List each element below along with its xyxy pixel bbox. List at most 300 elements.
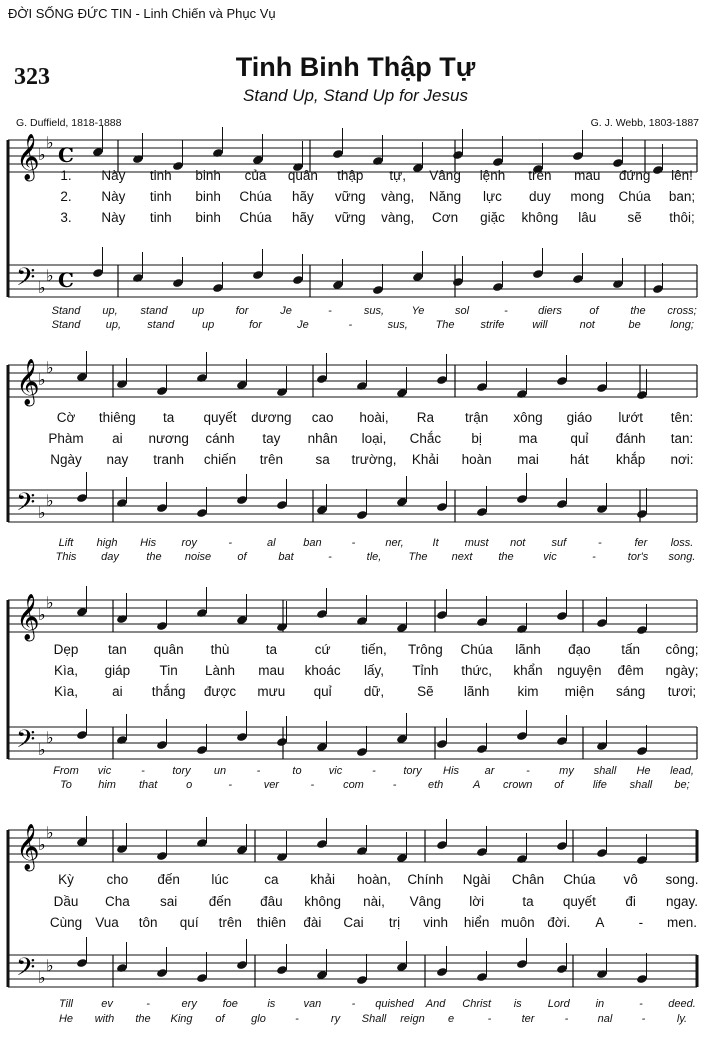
lyric-syllable: to bbox=[292, 765, 302, 777]
lyric-syllable: lệnh bbox=[479, 168, 506, 183]
lyric-syllable: - bbox=[228, 779, 233, 791]
lyric-syllable: Chúa bbox=[618, 189, 651, 204]
lyric-syllable: loss. bbox=[670, 537, 694, 549]
lyric-syllable: ry bbox=[330, 1013, 341, 1025]
lyric-syllable: - bbox=[228, 537, 233, 549]
lyric-syllable: nguyện bbox=[557, 663, 602, 678]
lyric-syllable: Christ bbox=[462, 998, 492, 1010]
lyric-syllable: vững bbox=[334, 189, 366, 204]
lyric-syllable: quân bbox=[153, 642, 184, 657]
english-verse-1 bbox=[0, 305, 711, 319]
lyric-syllable: cánh bbox=[205, 431, 235, 446]
lyric-syllable: cứ bbox=[314, 642, 331, 657]
lyric-syllable: đứng bbox=[618, 168, 651, 183]
lyric-syllable: The bbox=[408, 551, 428, 563]
lyric-syllable: vô bbox=[623, 872, 638, 887]
lyric-syllable: - bbox=[564, 1013, 569, 1025]
lyric-syllable: - bbox=[256, 765, 261, 777]
lyric-syllable: e bbox=[447, 1013, 455, 1025]
lyric-syllable: His bbox=[443, 765, 459, 777]
treble-clef-icon: 𝄞 bbox=[16, 359, 40, 405]
flat-icon: ♭ bbox=[38, 145, 46, 164]
vietnamese-verse-3 bbox=[0, 452, 711, 472]
lyric-syllable: 3. bbox=[60, 210, 72, 225]
lyric-syllable: khoác bbox=[304, 663, 341, 678]
lyric-syllable: vững bbox=[334, 210, 366, 225]
lyric-syllable: quished bbox=[375, 998, 414, 1010]
lyric-syllable: sai bbox=[160, 894, 178, 909]
flat-icon: ♭ bbox=[38, 968, 46, 987]
lyric-syllable: tinh bbox=[149, 168, 172, 183]
lyric-syllable: Vâng bbox=[429, 168, 461, 183]
lyric-syllable: đi bbox=[625, 894, 636, 909]
lyric-syllable: lead, bbox=[670, 765, 694, 777]
lyric-syllable: sẽ bbox=[627, 210, 642, 225]
lyric-syllable: Cùng bbox=[49, 915, 83, 930]
lyric-syllable: ta bbox=[522, 894, 534, 909]
lyric-syllable: up, bbox=[105, 319, 122, 331]
lyric-syllable: vic bbox=[328, 765, 343, 777]
lyric-syllable: trên bbox=[259, 452, 283, 467]
treble-clef-icon: 𝄞 bbox=[16, 594, 40, 640]
lyric-syllable: đâu bbox=[260, 894, 283, 909]
lyric-syllable: 1. bbox=[60, 168, 72, 183]
lyric-syllable: quyết bbox=[562, 894, 596, 909]
bass-clef-icon: 𝄢 bbox=[16, 725, 36, 760]
flat-icon: ♭ bbox=[38, 740, 46, 759]
lyric-syllable: ly. bbox=[676, 1013, 688, 1025]
vietnamese-verse-3 bbox=[0, 684, 711, 704]
lyric-syllable: nay bbox=[106, 452, 129, 467]
lyric-syllable: tiến, bbox=[361, 642, 387, 657]
lyric-syllable: - bbox=[351, 537, 356, 549]
english-verse-1 bbox=[0, 765, 711, 779]
lyric-syllable: trên bbox=[528, 168, 552, 183]
lyric-syllable: Tin bbox=[159, 663, 178, 678]
bass-clef-icon: 𝄢 bbox=[16, 953, 36, 988]
lyric-syllable: trị bbox=[388, 915, 401, 930]
flat-icon: ♭ bbox=[38, 503, 46, 522]
hymn-title: Tinh Binh Thập Tự bbox=[235, 52, 476, 82]
lyric-syllable: quỉ bbox=[313, 684, 332, 699]
lyric-syllable: strife bbox=[480, 319, 505, 331]
lyric-syllable: Lành bbox=[204, 663, 236, 678]
english-verse-2 bbox=[0, 779, 711, 793]
lyric-syllable: giáo bbox=[566, 410, 593, 425]
lyric-syllable: lực bbox=[483, 189, 502, 204]
lyric-syllable: binh bbox=[195, 210, 221, 225]
lyric-syllable: - bbox=[641, 1013, 646, 1025]
lyric-syllable: hãy bbox=[292, 189, 314, 204]
lyric-syllable: khắp bbox=[616, 452, 646, 467]
lyric-syllable: muôn bbox=[500, 915, 535, 930]
lyric-syllable: It bbox=[432, 537, 439, 549]
lyric-syllable: binh bbox=[195, 168, 221, 183]
lyric-syllable: shall bbox=[629, 779, 653, 791]
lyric-syllable: for bbox=[235, 305, 249, 317]
composer-credit: G. J. Webb, 1803-1887 bbox=[590, 117, 699, 129]
lyric-syllable: ngày; bbox=[665, 663, 699, 678]
lyric-syllable: sol bbox=[454, 305, 470, 317]
lyric-syllable: lãnh bbox=[463, 684, 490, 699]
lyric-syllable: ery bbox=[181, 998, 197, 1010]
lyric-syllable: suf bbox=[551, 537, 567, 549]
lyric-syllable: the bbox=[630, 305, 646, 317]
lyric-syllable: bat bbox=[278, 551, 294, 563]
lyric-syllable: 2. bbox=[60, 189, 72, 204]
lyric-syllable: quỉ bbox=[570, 431, 589, 446]
bass-clef-icon: 𝄢 bbox=[16, 263, 36, 298]
lyric-syllable: lúc bbox=[211, 872, 229, 887]
flat-icon: ♭ bbox=[38, 278, 46, 297]
lyric-syllable: ai bbox=[112, 684, 123, 699]
lyric-syllable: the bbox=[135, 1013, 151, 1025]
lyric-syllable: ban; bbox=[668, 189, 696, 204]
lyric-syllable: Chúa bbox=[239, 210, 272, 225]
lyric-syllable: song. bbox=[665, 872, 699, 887]
lyric-syllable: - bbox=[487, 1013, 492, 1025]
lyric-syllable: - bbox=[295, 1013, 299, 1025]
lyric-syllable: Ngài bbox=[462, 872, 491, 887]
flat-icon: ♭ bbox=[46, 266, 54, 285]
lyric-syllable: mau bbox=[258, 663, 285, 678]
lyric-syllable: - bbox=[592, 551, 596, 563]
lyric-syllable: vic bbox=[97, 765, 112, 777]
lyric-syllable: mưu bbox=[257, 684, 286, 699]
flat-icon: ♭ bbox=[46, 358, 54, 377]
lyric-syllable: will bbox=[532, 319, 548, 331]
lyric-syllable: Kìa, bbox=[53, 684, 79, 699]
lyric-syllable: nương bbox=[148, 431, 189, 446]
lyric-syllable: thôi; bbox=[669, 210, 695, 225]
common-time-icon: C bbox=[58, 268, 74, 292]
lyric-syllable: my bbox=[559, 765, 574, 777]
lyric-syllable: - bbox=[526, 765, 530, 777]
lyric-syllable: tan bbox=[107, 642, 127, 657]
english-verse-2 bbox=[0, 1013, 711, 1027]
lyric-syllable: quí bbox=[179, 915, 199, 930]
lyric-syllable: giáp bbox=[104, 663, 131, 678]
lyric-syllable: ta bbox=[163, 410, 175, 425]
lyric-syllable: được bbox=[203, 684, 237, 699]
lyric-syllable: đánh bbox=[615, 431, 646, 446]
lyric-syllable: Dẹp bbox=[53, 642, 79, 657]
lyric-syllable: quân bbox=[287, 168, 318, 183]
lyric-syllable: tor's bbox=[627, 551, 649, 563]
lyric-syllable: men. bbox=[666, 915, 698, 930]
lyric-syllable: binh bbox=[195, 189, 221, 204]
lyric-syllable: hoài, bbox=[359, 410, 389, 425]
lyric-syllable: lời bbox=[469, 894, 485, 909]
lyric-syllable: Cai bbox=[343, 915, 364, 930]
lyric-syllable: not bbox=[579, 319, 595, 331]
lyric-syllable: mau bbox=[574, 168, 601, 183]
lyric-syllable: không bbox=[521, 210, 559, 225]
lyric-syllable: nal bbox=[597, 1013, 613, 1025]
lyricist-credit: G. Duffield, 1818-1888 bbox=[16, 117, 122, 129]
lyric-syllable: Lift bbox=[58, 537, 74, 549]
lyric-syllable: tinh bbox=[149, 210, 172, 225]
lyric-syllable: cross; bbox=[667, 305, 697, 317]
flat-icon: ♭ bbox=[38, 835, 46, 854]
lyric-syllable: xông bbox=[513, 410, 543, 425]
lyric-syllable: - bbox=[504, 305, 508, 317]
lyric-syllable: thắng bbox=[151, 684, 186, 699]
english-verse-1 bbox=[0, 537, 711, 551]
lyric-syllable: thiên bbox=[256, 915, 286, 930]
lyric-syllable: the bbox=[498, 551, 514, 563]
lyric-syllable: must bbox=[464, 537, 489, 549]
lyric-syllable: đài bbox=[303, 915, 322, 930]
common-time-icon: C bbox=[58, 143, 74, 167]
lyric-syllable: not bbox=[510, 537, 526, 549]
lyric-syllable: in bbox=[595, 998, 605, 1010]
lyric-syllable: nài, bbox=[363, 894, 385, 909]
vietnamese-verse-2 bbox=[0, 894, 711, 914]
lyric-syllable: Ngày bbox=[50, 452, 82, 467]
lyric-syllable: hoàn, bbox=[357, 872, 391, 887]
lyric-syllable: mai bbox=[517, 452, 539, 467]
lyric-syllable: đêm bbox=[617, 663, 644, 678]
lyric-syllable: noise bbox=[184, 551, 212, 563]
lyric-syllable: bị bbox=[471, 431, 482, 446]
lyric-syllable: hát bbox=[569, 452, 589, 467]
lyric-syllable: ner, bbox=[385, 537, 404, 549]
lyric-syllable: thù bbox=[210, 642, 230, 657]
lyric-syllable: Lord bbox=[547, 998, 570, 1010]
lyric-syllable: Chắc bbox=[409, 431, 442, 446]
lyric-syllable: ngay. bbox=[665, 894, 699, 909]
lyric-syllable: crown bbox=[503, 779, 533, 791]
lyric-syllable: And bbox=[425, 998, 446, 1010]
lyric-syllable: trên bbox=[218, 915, 242, 930]
lyric-syllable: Kỳ bbox=[58, 872, 74, 887]
lyric-syllable: He bbox=[636, 765, 651, 777]
lyric-syllable: reign bbox=[400, 1013, 425, 1025]
lyric-syllable: tay bbox=[262, 431, 281, 446]
lyric-syllable: ar bbox=[484, 765, 495, 777]
lyric-syllable: of bbox=[589, 305, 599, 317]
lyric-syllable: trường, bbox=[351, 452, 397, 467]
lyric-syllable: thiêng bbox=[98, 410, 136, 425]
lyric-syllable: vàng, bbox=[381, 189, 415, 204]
lyric-syllable: sa bbox=[315, 452, 330, 467]
lyric-syllable: o bbox=[186, 779, 193, 791]
lyric-syllable: cho bbox=[106, 872, 129, 887]
lyric-syllable: Vâng bbox=[409, 894, 442, 909]
english-verse-1 bbox=[0, 998, 711, 1012]
lyric-syllable: him bbox=[98, 779, 116, 791]
lyric-syllable: - bbox=[310, 779, 315, 791]
lyric-syllable: up bbox=[191, 305, 205, 317]
lyric-syllable: for bbox=[249, 319, 262, 331]
lyric-syllable: tranh bbox=[153, 452, 185, 467]
lyric-syllable: giặc bbox=[480, 210, 505, 225]
lyric-syllable: Này bbox=[101, 168, 126, 183]
lyric-syllable: mong bbox=[570, 189, 605, 204]
lyric-syllable: của bbox=[244, 168, 267, 183]
lyric-syllable: Chúa bbox=[239, 189, 272, 204]
lyric-syllable: Je bbox=[280, 305, 292, 317]
flat-icon: ♭ bbox=[46, 133, 54, 152]
flat-icon: ♭ bbox=[46, 728, 54, 747]
lyric-syllable: un bbox=[213, 765, 227, 777]
lyric-syllable: of bbox=[215, 1013, 225, 1025]
lyric-syllable: lãnh bbox=[515, 642, 541, 657]
lyric-syllable: van bbox=[303, 998, 322, 1010]
lyric-syllable: stand bbox=[147, 319, 175, 331]
lyric-syllable: Khải bbox=[411, 452, 439, 467]
lyric-syllable: khải bbox=[310, 872, 336, 887]
vietnamese-verse-1 bbox=[0, 872, 711, 892]
vietnamese-verse-1 bbox=[0, 642, 711, 662]
lyric-syllable: tấn bbox=[621, 642, 641, 657]
lyric-syllable: - bbox=[392, 779, 397, 791]
lyric-syllable: Này bbox=[101, 189, 126, 204]
lyric-syllable: Till bbox=[59, 998, 73, 1010]
lyric-syllable: duy bbox=[528, 189, 551, 204]
lyric-syllable: lấy, bbox=[363, 663, 385, 678]
vietnamese-verse-1 bbox=[0, 168, 711, 188]
lyric-syllable: tươi; bbox=[667, 684, 697, 699]
lyric-syllable: vinh bbox=[423, 915, 448, 930]
lyric-syllable: - bbox=[141, 765, 145, 777]
lyric-syllable: tên: bbox=[670, 410, 694, 425]
flat-icon: ♭ bbox=[46, 956, 54, 975]
lyric-syllable: chiến bbox=[203, 452, 237, 467]
lyric-syllable: stand bbox=[140, 305, 168, 317]
lyric-syllable: Kìa, bbox=[53, 663, 79, 678]
lyric-syllable: com bbox=[343, 779, 364, 791]
lyric-syllable: hiển bbox=[463, 915, 490, 930]
lyric-syllable: công; bbox=[665, 642, 699, 657]
lyric-syllable: tory bbox=[172, 765, 191, 777]
lyric-syllable: Chân bbox=[511, 872, 545, 887]
lyric-syllable: không bbox=[304, 894, 342, 909]
vietnamese-verse-2 bbox=[0, 663, 711, 683]
lyric-syllable: Chúa bbox=[563, 872, 596, 887]
flat-icon: ♭ bbox=[38, 605, 46, 624]
lyric-syllable: shall bbox=[593, 765, 617, 777]
lyric-syllable: Phàm bbox=[48, 431, 84, 446]
lyric-syllable: Năng bbox=[428, 189, 462, 204]
lyric-syllable: đạo bbox=[568, 642, 591, 657]
lyric-syllable: nơi: bbox=[670, 452, 694, 467]
flat-icon: ♭ bbox=[46, 823, 54, 842]
lyric-syllable: next bbox=[451, 551, 473, 563]
lyric-syllable: glo bbox=[251, 1013, 266, 1025]
lyric-syllable: kim bbox=[517, 684, 539, 699]
lyric-syllable: Je bbox=[297, 319, 309, 331]
english-verse-2 bbox=[0, 319, 711, 333]
lyric-syllable: ter bbox=[521, 1013, 535, 1025]
lyric-syllable: Sẽ bbox=[417, 684, 434, 699]
lyric-syllable: fer bbox=[634, 537, 648, 549]
lyric-syllable: thập bbox=[337, 168, 364, 183]
lyric-syllable: lướt bbox=[618, 410, 643, 425]
treble-clef-icon: 𝄞 bbox=[16, 134, 40, 180]
lyric-syllable: tle, bbox=[366, 551, 382, 563]
lyric-syllable: foe bbox=[222, 998, 238, 1010]
lyric-syllable: life bbox=[592, 779, 607, 791]
lyric-syllable: loại, bbox=[361, 431, 387, 446]
lyric-syllable: trận bbox=[465, 410, 489, 425]
lyric-syllable: that bbox=[138, 779, 158, 791]
lyric-syllable: To bbox=[60, 779, 72, 791]
lyric-syllable: Tỉnh bbox=[412, 663, 439, 678]
lyric-syllable: Cha bbox=[104, 894, 130, 909]
lyric-syllable: ma bbox=[518, 431, 538, 446]
lyric-syllable: ver bbox=[263, 779, 279, 791]
lyric-syllable: be bbox=[628, 319, 641, 331]
lyric-syllable: lên! bbox=[671, 168, 693, 183]
flat-icon: ♭ bbox=[46, 593, 54, 612]
treble-clef-icon: 𝄞 bbox=[16, 824, 40, 870]
lyric-syllable: - bbox=[372, 765, 376, 777]
lyric-syllable: dương bbox=[251, 410, 292, 425]
lyric-syllable: day bbox=[101, 551, 119, 563]
lyric-syllable: Trông bbox=[407, 642, 443, 657]
lyric-syllable: đời. bbox=[547, 915, 571, 930]
lyric-syllable: diers bbox=[538, 305, 562, 317]
lyric-syllable: Vua bbox=[95, 915, 119, 930]
lyric-syllable: ca bbox=[264, 872, 279, 887]
lyric-syllable: ta bbox=[265, 642, 277, 657]
lyric-syllable: His bbox=[140, 537, 157, 549]
lyric-syllable: A bbox=[595, 915, 605, 930]
lyric-syllable: vàng, bbox=[381, 210, 415, 225]
lyric-syllable: of bbox=[554, 779, 564, 791]
lyric-syllable: Ye bbox=[411, 305, 425, 317]
lyric-syllable: miện bbox=[564, 684, 594, 699]
lyric-syllable: ev bbox=[101, 998, 113, 1010]
lyric-syllable: Cờ bbox=[56, 410, 76, 425]
lyric-syllable: tory bbox=[403, 765, 422, 777]
lyric-syllable: tinh bbox=[149, 189, 172, 204]
lyric-syllable: is bbox=[513, 998, 522, 1010]
lyric-syllable: cao bbox=[311, 410, 334, 425]
lyric-syllable: be; bbox=[674, 779, 690, 791]
book-section-header: ĐỜI SỐNG ĐỨC TIN - Linh Chiến và Phục Vụ bbox=[8, 6, 276, 21]
lyric-syllable: He bbox=[58, 1013, 74, 1025]
lyric-syllable: of bbox=[237, 551, 247, 563]
lyric-syllable: al bbox=[267, 537, 276, 549]
lyric-syllable: The bbox=[435, 319, 455, 331]
lyric-syllable: roy bbox=[181, 537, 197, 549]
lyric-syllable: - bbox=[638, 915, 644, 930]
lyric-syllable: ai bbox=[112, 431, 123, 446]
lyric-syllable: up, bbox=[102, 305, 118, 317]
lyric-syllable: A bbox=[472, 779, 481, 791]
lyric-syllable: hoàn bbox=[461, 452, 492, 467]
lyric-syllable: From bbox=[53, 765, 79, 777]
lyric-syllable: King bbox=[170, 1013, 193, 1025]
lyric-syllable: up bbox=[202, 319, 215, 331]
lyric-syllable: tan: bbox=[670, 431, 694, 446]
lyric-syllable: lâu bbox=[578, 210, 597, 225]
lyric-syllable: Stand bbox=[51, 305, 81, 317]
lyric-syllable: the bbox=[146, 551, 162, 563]
lyric-syllable: đến bbox=[157, 872, 180, 887]
lyric-syllable: song. bbox=[668, 551, 696, 563]
vietnamese-verse-2 bbox=[0, 431, 711, 451]
lyric-syllable: quyết bbox=[203, 410, 237, 425]
lyric-syllable: - bbox=[351, 998, 356, 1010]
flat-icon: ♭ bbox=[38, 370, 46, 389]
lyric-syllable: đến bbox=[208, 894, 232, 909]
lyric-syllable: Ra bbox=[416, 410, 434, 425]
lyric-syllable: sus, bbox=[387, 319, 408, 331]
